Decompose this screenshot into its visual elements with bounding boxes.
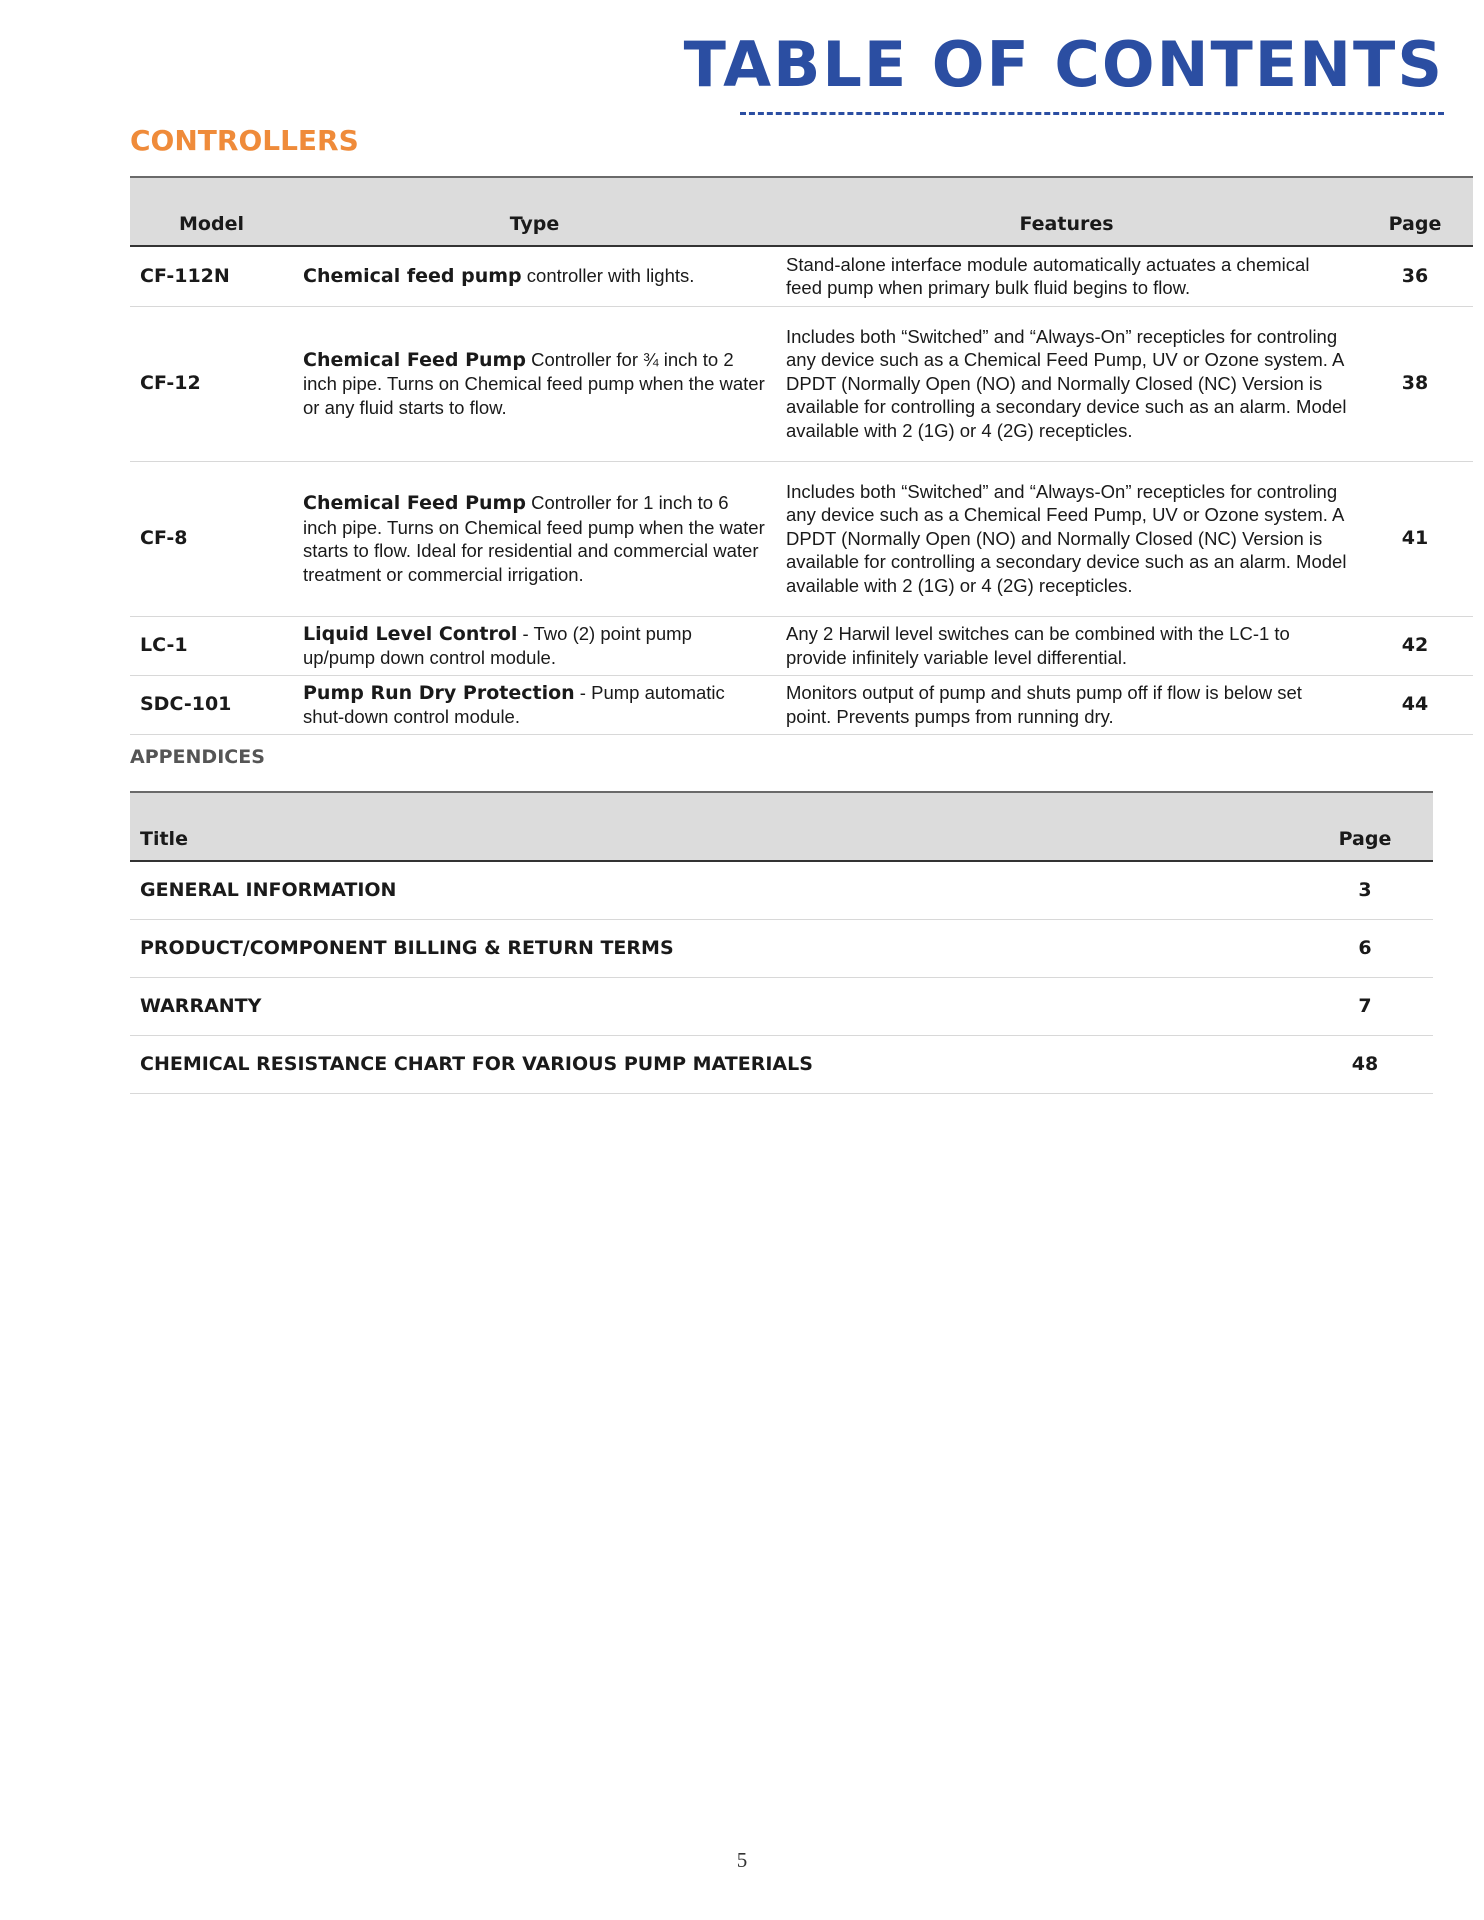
type-cell [293, 246, 776, 306]
table-row [130, 978, 1433, 1036]
appendix-title: GENERAL INFORMATION [140, 878, 397, 901]
appendix-page: 48 [1351, 1052, 1379, 1075]
table-row [130, 461, 1473, 616]
appendix-title: CHEMICAL RESISTANCE CHART FOR VARIOUS PUMP MATERIALS [140, 1052, 813, 1075]
appendices-heading: APPENDICES [130, 746, 265, 768]
appendices-header-row [130, 792, 1433, 861]
column-header-type: Type [509, 213, 560, 235]
table-row [130, 306, 1473, 461]
table-row [130, 675, 1473, 734]
model-cell: CF-8 [140, 526, 188, 549]
appendix-title: WARRANTY [140, 994, 262, 1017]
table-row [130, 920, 1433, 978]
page-number: 5 [736, 1848, 748, 1872]
title-dashed-rule [740, 112, 1444, 115]
type-description: - Two (2) point pump up/pump down control module. [303, 622, 692, 668]
table-row [130, 861, 1433, 920]
features-cell: Includes both “Switched” and “Always-On” recepticles for controling any device such as a Chemical Feed Pump, UV or Ozone system. A DPDT (Normally Open (NO) and Normally Closed (NC) Version is available for controlling a secondary device such as an alarm. Model available with 2 (1G) or 4 (2G) recepticles. [786, 480, 1347, 596]
appendix-title: PRODUCT/COMPONENT BILLING & RETURN TERMS [140, 936, 674, 959]
appendix-page: 7 [1358, 994, 1372, 1017]
page-cell: 36 [1401, 264, 1429, 287]
controllers-header-row [130, 177, 1473, 246]
appendices-table [130, 791, 1433, 1094]
appendix-page: 3 [1358, 878, 1372, 901]
column-header-title: Title [140, 828, 188, 850]
model-cell: CF-12 [140, 371, 201, 394]
table-row [130, 1036, 1433, 1094]
type-name: Chemical Feed Pump [303, 348, 526, 371]
column-header-page: Page [1388, 213, 1442, 235]
page-cell: 41 [1401, 526, 1429, 549]
model-cell: CF-112N [140, 264, 230, 287]
model-cell: LC-1 [140, 633, 188, 656]
type-cell [293, 461, 776, 616]
type-name: Liquid Level Control [303, 622, 518, 645]
controllers-table [130, 176, 1473, 735]
type-description: Controller for 1 inch to 6 inch pipe. Turns on Chemical feed pump when the water starts to flow. Ideal for residential and commercial water treatment or commercial irrigation. [303, 492, 765, 585]
type-name: Pump Run Dry Protection [303, 681, 575, 704]
page-title: TABLE OF CONTENTS [683, 28, 1444, 101]
type-cell [293, 675, 776, 734]
type-cell [293, 306, 776, 461]
type-description: controller with lights. [521, 265, 695, 286]
features-cell: Monitors output of pump and shuts pump off if flow is below set point. Prevents pumps from running dry. [786, 682, 1302, 727]
column-header-features: Features [1019, 213, 1114, 235]
features-cell: Any 2 Harwil level switches can be combined with the LC-1 to provide infinitely variable level differential. [786, 623, 1290, 668]
type-description: Controller for ¾ inch to 2 inch pipe. Turns on Chemical feed pump when the water or any fluid starts to flow. [303, 348, 765, 418]
column-header-page: Page [1338, 828, 1392, 850]
type-cell [293, 616, 776, 675]
page-cell: 38 [1401, 371, 1429, 394]
page-cell: 44 [1401, 692, 1429, 715]
model-cell: SDC-101 [140, 692, 232, 715]
type-name: Chemical feed pump [303, 265, 522, 287]
features-cell: Includes both “Switched” and “Always-On” recepticles for controling any device such as a Chemical Feed Pump, UV or Ozone system. A DPDT (Normally Open (NO) and Normally Closed (NC) Version is available for controlling a secondary device such as an alarm. Model available with 2 (1G) or 4 (2G) recepticles. [786, 325, 1347, 441]
features-cell: Stand-alone interface module automatically actuates a chemical feed pump when primary bulk fluid begins to flow. [786, 253, 1310, 299]
appendix-page: 6 [1358, 936, 1372, 959]
table-row [130, 616, 1473, 675]
table-row [130, 246, 1473, 306]
page-cell: 42 [1401, 633, 1429, 656]
type-description: - Pump automatic shut-down control module. [303, 681, 725, 727]
column-header-model: Model [179, 213, 244, 235]
controllers-heading: CONTROLLERS [130, 124, 359, 157]
type-name: Chemical Feed Pump [303, 492, 526, 514]
